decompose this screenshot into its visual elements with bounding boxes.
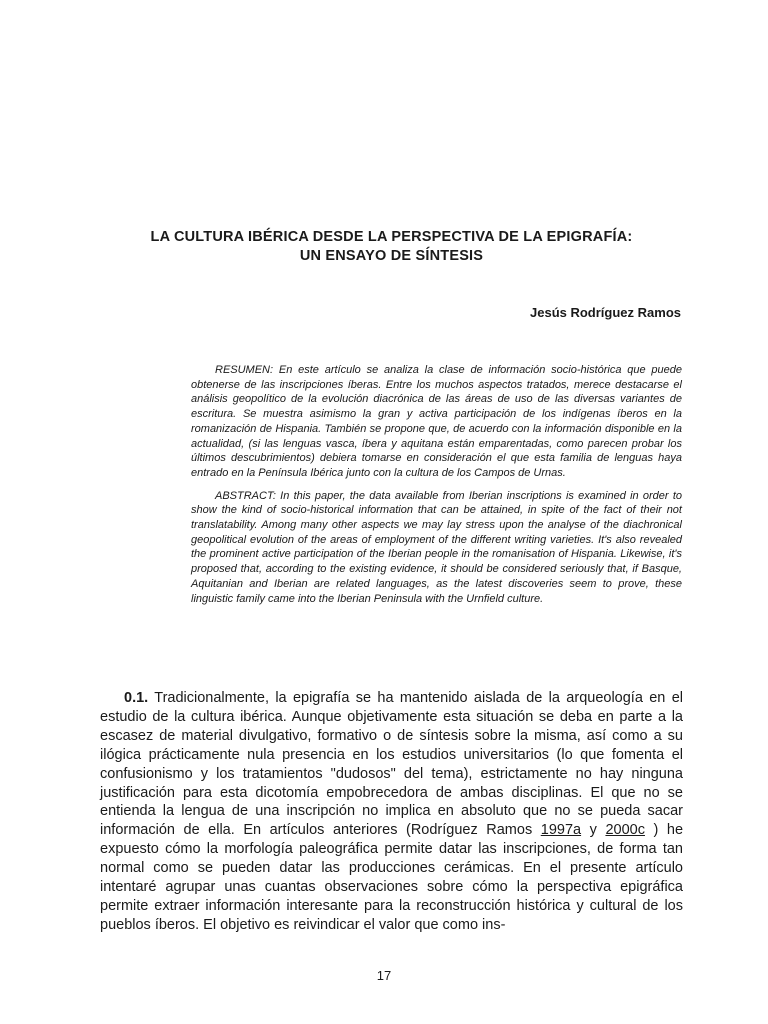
reference-link-1997a[interactable]: 1997a bbox=[540, 822, 582, 839]
body-text bbox=[100, 689, 683, 935]
page-number: 17 bbox=[376, 968, 392, 983]
article-title bbox=[100, 228, 683, 266]
abstract-paragraph: ABSTRACT: In this paper, the data available from Iberian inscriptions is examined in order to show the kind of socio-historical information that can be attained, in spite of the fact of their not translatability. Among many other aspects we may lay stress upon the analyse of the diachronical geopolitical evolution of the areas of employment of the different writing varieties. It's also revealed the prominent active participation of the Iberian people in the romanisation of Hispania. Likewise, it's proposed that, according to the existing evidence, it should be considered seriously that, if Basque, Aquitanian and Iberian are related languages, as the latest discoveries seem to prove, these linguistic family came into the Iberian Peninsula with the Urnfield culture. bbox=[191, 489, 682, 605]
resumen-paragraph: RESUMEN: En este artículo se analiza la clase de información socio-histórica que puede obtenerse de las inscripciones íberas. Entre los muchos aspectos tratados, merece destacarse el análisis geopolítico de la evolución diacrónica de las áreas de uso de las diversas variantes de escritura. Se muestra asimismo la gran y activa participación de los indígenas íberos en la romanización de Hispania. También se propone que, de acuerdo con la información disponible en la actualidad, (si las lenguas vasca, íbera y aquitana están emparentadas, como parecen probar los últimos descubrimientos) debiera tomarse en consideración el que esta familia de lenguas haya entrado en la Península Ibérica junto con la cultura de los Campos de Urnas. bbox=[191, 364, 682, 479]
body-text-part-3: ) he expuesto cómo la morfología paleográfica permite datar las inscripciones, de forma tan normal como se pueden datar las producciones cerámicas. En el presente artículo intentaré agrupar unas cuantas observaciones sobre cómo la perspectiva epigráfica permite extraer información interesante para la reconstrucción histórica y cultural de los pueblos íberos. El objetivo es reivindicar el valor que como ins- bbox=[100, 822, 684, 933]
body-paragraph bbox=[100, 689, 683, 935]
title-line-2: UN ENSAYO DE SÍNTESIS bbox=[299, 248, 484, 264]
title-line-1: LA CULTURA IBÉRICA DESDE LA PERSPECTIVA DE LA EPIGRAFÍA: bbox=[150, 229, 633, 245]
section-number: 0.1. bbox=[124, 690, 149, 706]
body-text-part-1: Tradicionalmente, la epigrafía se ha mantenido aislada de la arqueología en el estudio de la cultura ibérica. Aunque objetivamente esta situación se deba en parte a la escasez de material divulgativo, formativo o de síntesis sobre la misma, así como a su ilógica prácticamente nula presencia en los estudios universitarios (lo que fomenta el confusionismo y los tratamientos "dudosos" del tema), estrictamente no hay ninguna justificación para esta dicotomía empobrecedora de ambas disciplinas. El que no se entienda la lengua de una inscripción no implica en absoluto que no se pueda sacar información de ella. En artículos anteriores (Rodríguez Ramos bbox=[100, 690, 683, 839]
reference-link-2000c[interactable]: 2000c bbox=[605, 822, 645, 839]
author-name: Jesús Rodríguez Ramos bbox=[530, 305, 681, 320]
abstracts-block bbox=[191, 363, 682, 614]
body-text-part-2: y bbox=[581, 822, 606, 839]
